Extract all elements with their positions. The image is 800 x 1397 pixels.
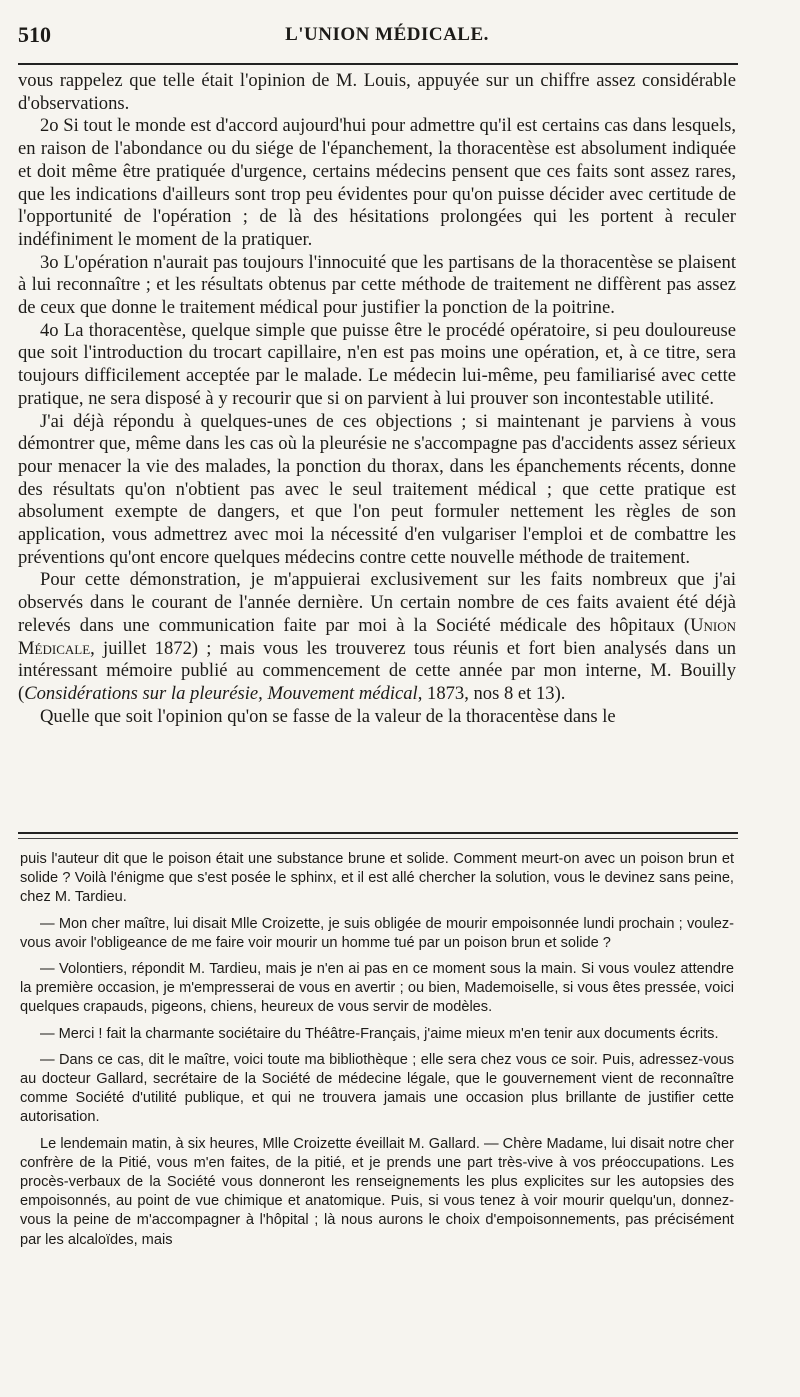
feuilleton-rule-thin: [18, 838, 738, 839]
page-number: 510: [18, 22, 51, 47]
paragraph-6-text-c: , 1873, nos 8 et 13).: [417, 682, 566, 704]
feuilleton-section: [20, 850, 734, 1257]
feuilleton-paragraph-1: puis l'auteur dit que le poison était une substance brune et solide. Comment meurt-on avec un poison brun et solide ? Voilà l'énigme que s'est posée le sphinx, et il est allé chercher la solution, vous le devinez sans peine, chez M. Tardieu.: [20, 851, 734, 906]
feuilleton-paragraph-2: — Mon cher maître, lui disait Mlle Croizette, je suis obligée de mourir empoisonnée lundi prochain ; voulez-vous avoir l'obligeance de me faire voir mourir un homme tué par un poison brun et solide ?: [20, 915, 734, 951]
header-rule: [18, 63, 738, 65]
feuilleton-paragraph-3: — Volontiers, répondit M. Tardieu, mais je n'en ai pas en ce moment sous la main. Si vous voulez attendre la première occasion, je m'empresserai de vous en avertir ; ou bien, Mademoiselle, si vous êtes pressée, voici quelques crapauds, pigeons, chiens, heureux de vous servir de modèles.: [20, 961, 734, 1016]
feuilleton-rule: [18, 832, 738, 834]
paragraph-7: Quelle que soit l'opinion qu'on se fasse de la valeur de la thoracentèse dans le: [40, 705, 616, 727]
main-article: [18, 70, 736, 728]
feuilleton-paragraph-6: Le lendemain matin, à six heures, Mlle Croizette éveillait M. Gallard. — Chère Madame, lui disait notre cher confrère de la Pitié, vous m'en faites, de la pitié, et je prends une part très-vive à vos préoccupations. Les procès-verbaux de la Société vous donneront les renseignements les plus explicites sur les autopsies des empoisonnés, au point de vue chimique et anatomique. Puis, si vous tenez à voir mourir quelqu'un, donnez-vous la peine de m'accompagner à l'hôpital ; là nous aurons le choix d'empoisonnements, pas précisément par les alcaloïdes, mais: [20, 1135, 734, 1248]
paragraph-6-text-b: , juillet 1872) ; mais vous les trouverez tous réunis et fort bien analysés dans un intéressant mémoire publié au commencement de cette année par mon interne, M. Bouilly (: [18, 637, 736, 704]
feuilleton-paragraph-4: — Merci ! fait la charmante sociétaire du Théâtre-Français, j'aime mieux m'en tenir aux documents écrits.: [40, 1025, 719, 1042]
memoir-citation: Considérations sur la pleurésie, Mouvement médical: [24, 682, 418, 704]
paragraph-1: vous rappelez que telle était l'opinion de M. Louis, appuyée sur un chiffre assez considérable d'observations.: [18, 70, 736, 114]
running-title: L'UNION MÉDICALE.: [285, 24, 489, 45]
feuilleton-paragraph-5: — Dans ce cas, dit le maître, voici toute ma bibliothèque ; elle sera chez vous ce soir. Puis, adressez-vous au docteur Gallard, secrétaire de la Société de médecine légale, que le gouvernement vient de reconnaître comme Société d'utilité publique, et qui ne trouvera jamais une occasion plus brillante de justifier cette autorisation.: [20, 1051, 734, 1126]
page-header: [18, 22, 738, 52]
paragraph-3: 3o L'opération n'aurait pas toujours l'innocuité que les partisans de la thoracentèse se plaisent à lui reconnaître ; et les résultats obtenus par cette méthode de traitement ne diffèrent pas assez de ceux que donne le traitement médical pour justifier la ponction de la poitrine.: [18, 251, 736, 319]
paragraph-5: J'ai déjà répondu à quelques-unes de ces objections ; si maintenant je parviens à vous démontrer que, même dans les cas où la pleurésie ne s'accompagne pas d'accidents assez sérieux pour menacer la vie des malades, la ponction du thorax, dans les épanchements récents, donne des résultats qu'on n'obtient pas avec le seul traitement médical ; que cette pratique est absolument exempte de dangers, et que l'on peut formuler nettement les règles de son application, vous admettrez avec moi la nécessité d'en vulgariser l'emploi et de combattre les préventions qu'ont encore quelques médecins contre cette nouvelle méthode de traitement.: [18, 410, 736, 568]
paragraph-4: 4o La thoracentèse, quelque simple que puisse être le procédé opératoire, si peu douloureuse que soit l'introduction du trocart capillaire, n'en est pas moins une opération, et, à ce titre, sera toujours difficilement acceptée par le malade. Le médecin lui-même, peu familiarisé avec cette pratique, ne sera disposé à y recourir que si on parvient à lui prouver son incontestable utilité.: [18, 319, 736, 409]
paragraph-6-text-a: Pour cette démonstration, je m'appuierai exclusivement sur les faits nombreux que j'ai observés dans le courant de l'année dernière. Un certain nombre de ces faits avaient été déjà relevés dans une communication faite par moi à la Société médicale des hôpitaux (: [18, 569, 736, 636]
journal-citation: Union Médicale: [18, 614, 736, 659]
paragraph-6: [18, 569, 736, 705]
paragraph-2: 2o Si tout le monde est d'accord aujourd'hui pour admettre qu'il est certains cas dans lesquels, en raison de l'abondance ou du siége de l'épanchement, la thoracentèse est absolument indiquée et doit même être pratiquée d'urgence, certains médecins pensent que ces faits sont assez rares, que les indications d'ailleurs sont trop peu évidentes pour qu'on puisse décider avec certitude de l'opportunité de l'opération ; de là des hésitations prolongées qui les portent à reculer indéfiniment le moment de la pratiquer.: [18, 115, 736, 250]
